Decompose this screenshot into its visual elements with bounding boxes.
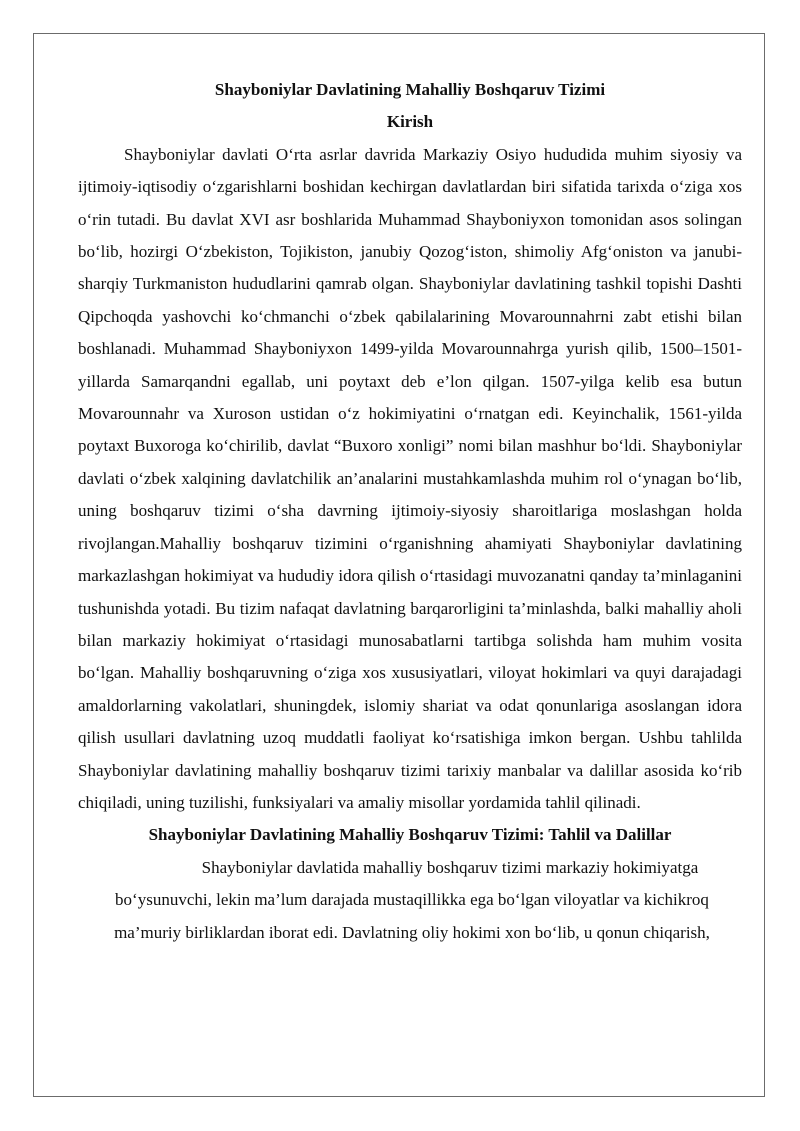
- intro-paragraph: Shayboniylar davlati O‘rta asrlar davrida Markaziy Osiyo hududida muhim siyosiy va ijtimoiy-iqtisodiy o‘zgarishlarni boshidan kechirgan davlatlardan biri sifatida tarixda o‘ziga xos o‘rin tutadi. Bu davlat XVI asr boshlarida Muhammad Shayboniyxon tomonidan asos solingan bo‘lib, hozirgi O‘zbekiston, Tojikiston, janubiy Qozog‘iston, shimoliy Afg‘oniston va janubi-sharqiy Turkmaniston hududlarini qamrab olgan. Shayboniylar davlatining tashkil topishi Dashti Qipchoqda yashovchi ko‘chmanchi o‘zbek qabilalarining Movarounnahrni zabt etishi bilan boshlanadi. Muhammad Shayboniyxon 1499-yilda Movarounnahrga yurish qilib, 1500–1501-yillarda Samarqandni egallab, uni poytaxt deb e’lon qilgan. 1507-yilga kelib esa butun Movarounnahr va Xuroson ustidan o‘z hokimiyatini o‘rnatgan edi. Keyinchalik, 1561-yilda poytaxt Buxoroga ko‘chirilib, davlat “Buxoro xonligi” nomi bilan mashhur bo‘ldi. Shayboniylar davlati o‘zbek xalqining davlatchilik an’analarini mustahkamlashda muhim rol o‘ynagan bo‘lib, uning boshqaruv tizimi o‘sha davrning ijtimoiy-siyosiy sharoitlariga moslashgan holda rivojlangan.Mahalliy boshqaruv tizimini o‘rganishning ahamiyati Shayboniylar davlatining markazlashgan hokimiyat va hududiy idora qilish o‘rtasidagi muvozanatni qanday ta’minlaganini tushunishda yotadi. Bu tizim nafaqat davlatning barqarorligini ta’minlashda, balki mahalliy aholi bilan markaziy hokimiyat o‘rtasidagi munosabatlarni tartibga solishda ham muhim vosita bo‘lgan. Mahalliy boshqaruvning o‘ziga xos xususiyatlari, viloyat hokimlari va quyi darajadagi amaldorlarning vakolatlari, shuningdek, islomiy shariat va odat qonunlariga asoslangan idora qilish usullari davlatning uzoq muddatli faoliyat ko‘rsatishiga imkon bergan. Ushbu tahlilda Shayboniylar davlatining mahalliy boshqaruv tizimi tarixiy manbalar va dalillar asosida ko‘rib chiqiladi, uning tuzilishi, funksiyalari va amaliy misollar yordamida tahlil qilinadi.: [78, 144, 742, 812]
- document-body: [78, 74, 742, 949]
- analysis-heading: Shayboniylar Davlatining Mahalliy Boshqaruv Tizimi: Tahlil va Dalillar: [148, 825, 672, 845]
- document-title: Shayboniylar Davlatining Mahalliy Boshqaruv Tizimi: [214, 80, 606, 99]
- analysis-paragraph: Shayboniylar davlatida mahalliy boshqaruv tizimi markaziy hokimiyatga bo‘ysunuvchi, lekin ma’lum darajada mustaqillikka ega bo‘lgan viloyatlar va kichikroq ma’muriy birliklardan iborat edi. Davlatning oliy hokimi xon bo‘lib, u qonun chiqarish,: [114, 857, 710, 942]
- intro-heading: Kirish: [386, 112, 434, 132]
